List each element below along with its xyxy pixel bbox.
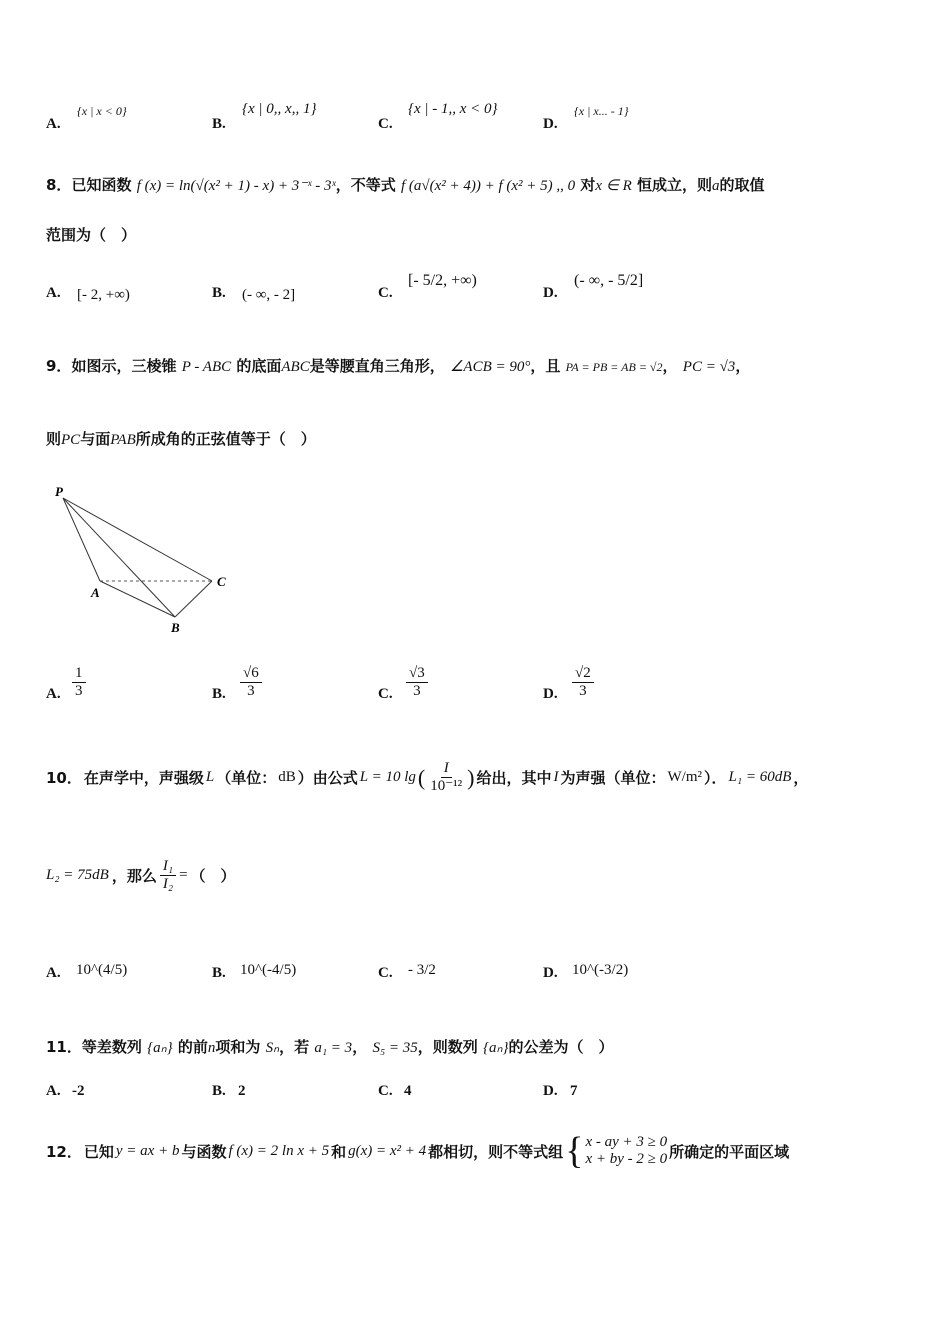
q10-text-3: ）由公式 <box>297 769 358 787</box>
q9-stem-line1 <box>46 355 750 376</box>
q9-option-b-label: B. <box>212 686 226 702</box>
q11-text-1: 等差数列 <box>81 1038 142 1056</box>
q9-number: 9． <box>46 357 72 375</box>
q9-option-b-num: √6 <box>240 665 262 683</box>
q10-text-8: ，那么 <box>111 867 157 885</box>
q9-option-a-label: A. <box>46 686 61 702</box>
q8-inequality: f (a√(x² + 4)) + f (x² + 5) ,, 0 <box>400 178 576 194</box>
q8-text-5: 的取值 <box>719 176 765 194</box>
q10-text-9: （ ） <box>190 867 236 885</box>
q10-formula-den: 10⁻¹² <box>430 778 463 794</box>
q8-option-c-label: C. <box>378 285 393 301</box>
q12-g: g(x) = x² + 4 <box>348 1142 427 1159</box>
q9-text-5: ， <box>662 357 678 375</box>
q12-stem <box>46 1132 789 1170</box>
q10-formula-fraction <box>427 760 465 795</box>
q9-text-6: ， <box>735 357 751 375</box>
q12-text-5: 所确定的平面区域 <box>669 1142 790 1161</box>
q9-text-8: 与面 <box>80 430 111 448</box>
q11-sequence-2: {aₙ} <box>483 1040 509 1056</box>
q10-option-d-text: 10^(-3/2) <box>572 962 629 978</box>
q11-option-d-text: 7 <box>570 1083 578 1099</box>
q10-L: L <box>205 769 215 785</box>
q9-option-d-num: √2 <box>572 665 594 683</box>
q7-option-c-label: C. <box>378 116 393 132</box>
q11-Sn: Sₙ <box>265 1040 280 1056</box>
q10-paren-open: ( <box>417 764 426 790</box>
q12-system <box>585 1134 667 1168</box>
q7-option-c-text: {x | - 1,, x < 0} <box>408 101 498 117</box>
q12-brace: { <box>565 1130 584 1172</box>
q7-option-d-text: {x | x... - 1} <box>574 104 629 118</box>
q8-function: f (x) = ln(√(x² + 1) - x) + 3⁻ˣ - 3ˣ <box>136 178 336 194</box>
q7-option-a-label: A. <box>46 116 61 132</box>
q12-text-1: 已知 <box>83 1142 114 1161</box>
q10-option-c-label: C. <box>378 965 393 981</box>
q9-base: ABC <box>281 359 310 375</box>
q8-var-a: a <box>712 178 720 194</box>
q10-text-4: 给出，其中 <box>476 769 552 787</box>
q11-option-a-label: A. <box>46 1083 61 1099</box>
q11-text-7: 的公差为（ ） <box>508 1038 614 1056</box>
q8-stem-line2: 范围为（ ） <box>46 226 137 244</box>
q9-text-1: 如图示，三棱锥 <box>71 357 177 375</box>
q11-a1: a₁ = 3 <box>314 1040 353 1056</box>
q10-paren-close: ) <box>467 764 475 790</box>
q12-text-3: 和 <box>331 1142 347 1161</box>
q11-sequence: {aₙ} <box>147 1040 173 1056</box>
q11-option-b-text: 2 <box>238 1083 246 1099</box>
q9-option-b-den: 3 <box>247 683 255 699</box>
q11-text-4: ，若 <box>279 1038 310 1056</box>
q8-option-b-label: B. <box>212 285 226 301</box>
q12-line: y = ax + b <box>115 1142 180 1159</box>
q8-text-1: 已知函数 <box>71 176 132 194</box>
q10-ratio-den: I₂ <box>162 876 174 892</box>
q10-ratio <box>160 858 176 893</box>
q8-stem-line1 <box>46 174 765 195</box>
q8-number: 8． <box>46 176 72 194</box>
q10-text-5: 为声强（单位： <box>560 769 666 787</box>
q9-option-a-den: 3 <box>75 683 83 699</box>
vertex-b: B <box>171 620 180 635</box>
q10-option-c-text: - 3/2 <box>408 962 436 978</box>
q10-text-2: （单位： <box>216 769 277 787</box>
q8-option-d-text: (- ∞, - 5/2] <box>574 272 644 289</box>
q11-text-2: 的前 <box>177 1038 208 1056</box>
q9-option-c-fraction <box>406 665 428 700</box>
q9-option-a-fraction <box>72 665 86 700</box>
q9-pc: PC <box>61 432 81 448</box>
q8-option-c-text: [- 5/2, +∞) <box>408 272 477 289</box>
q8-option-a-text: [- 2, +∞) <box>77 287 130 303</box>
q7-option-a-text: {x | x < 0} <box>77 104 127 118</box>
q10-option-b-label: B. <box>212 965 226 981</box>
q9-option-a-num: 1 <box>72 665 86 683</box>
q10-option-a-label: A. <box>46 965 61 981</box>
q11-option-d-label: D. <box>543 1083 558 1099</box>
q9-option-c-den: 3 <box>413 683 421 699</box>
q9-text-7: 则 <box>46 430 62 448</box>
q9-option-c-num: √3 <box>406 665 428 683</box>
q9-option-c-label: C. <box>378 686 393 702</box>
q9-pc-length: PC = √3 <box>682 359 736 375</box>
q12-f: f (x) = 2 ln x + 5 <box>228 1142 330 1159</box>
q11-option-a-text: -2 <box>72 1083 85 1099</box>
q10-text-6: ）． <box>704 769 727 787</box>
q9-text-3: 是等腰直角三角形， <box>309 357 445 375</box>
q10-option-b-text: 10^(-4/5) <box>240 962 297 978</box>
q12-text-2: 与函数 <box>181 1142 227 1161</box>
q10-ratio-num: I₁ <box>160 858 176 876</box>
edge-pc <box>63 498 212 581</box>
q10-formula-left: L = 10 lg <box>359 769 416 785</box>
q11-text-5: ， <box>352 1038 368 1056</box>
q11-n: n <box>207 1040 216 1056</box>
q9-equal-edges: PA = PB = AB = √2 <box>565 360 663 374</box>
q11-text-6: ，则数列 <box>417 1038 478 1056</box>
vertex-a: A <box>91 585 100 600</box>
q11-option-c-text: 4 <box>404 1083 412 1099</box>
q12-number: 12． <box>46 1142 82 1161</box>
q9-pyramid-figure <box>45 480 245 640</box>
q9-option-b-fraction <box>240 665 262 700</box>
q8-option-a-label: A. <box>46 285 61 301</box>
q7-option-d-label: D. <box>543 116 558 132</box>
q11-stem <box>46 1036 614 1057</box>
edge-pa <box>63 498 100 581</box>
q9-text-2: 的底面 <box>236 357 282 375</box>
q8-text-4: 恒成立，则 <box>637 176 713 194</box>
q9-solid: P - ABC <box>181 359 232 375</box>
vertex-p: P <box>55 484 63 499</box>
edge-ab <box>100 581 175 617</box>
q8-condition: x ∈ R <box>595 178 632 194</box>
edge-pb <box>63 498 175 617</box>
q9-option-d-label: D. <box>543 686 558 702</box>
q10-I: I <box>553 769 559 785</box>
q11-option-b-label: B. <box>212 1083 226 1099</box>
q10-equal-sign: = <box>179 867 188 883</box>
q11-text-3: 项和为 <box>215 1038 261 1056</box>
q11-option-c-label: C. <box>378 1083 393 1099</box>
q8-text-2: ，不等式 <box>335 176 396 194</box>
vertex-c: C <box>217 574 226 589</box>
q10-stem-line1 <box>46 760 808 795</box>
q11-number: 11． <box>46 1038 82 1056</box>
edge-bc <box>175 581 212 617</box>
q10-stem-line2 <box>46 858 236 893</box>
q8-option-d-label: D. <box>543 285 558 301</box>
q12-system-row-1: x - ay + 3 ≥ 0 <box>585 1134 668 1150</box>
q12-text-4: 都相切，则不等式组 <box>428 1142 564 1161</box>
q10-text-1: 在声学中，声强级 <box>83 769 204 787</box>
q9-pab: PAB <box>110 432 136 448</box>
q10-unit: dB <box>278 769 296 785</box>
q11-S5: S₅ = 35 <box>372 1040 418 1056</box>
q10-L2: L₂ = 75dB <box>46 867 109 883</box>
q9-text-4: ，且 <box>530 357 561 375</box>
q7-option-b-text: {x | 0,, x,, 1} <box>242 101 317 117</box>
q10-formula-num: I <box>441 760 452 778</box>
q12-system-row-2: x + by - 2 ≥ 0 <box>585 1151 668 1167</box>
q10-number: 10． <box>46 769 82 787</box>
q8-text-3: 对 <box>580 176 596 194</box>
q9-stem-line2 <box>46 428 316 449</box>
q10-L1: L₁ = 60dB <box>728 769 792 785</box>
q9-option-d-fraction <box>572 665 594 700</box>
q10-unit2: W/m² <box>667 769 703 785</box>
q10-text-7: ， <box>793 769 809 787</box>
q10-option-d-label: D. <box>543 965 558 981</box>
q8-option-b-text: (- ∞, - 2] <box>242 287 296 303</box>
q10-option-a-text: 10^(4/5) <box>76 962 128 978</box>
q9-option-d-den: 3 <box>579 683 587 699</box>
q7-option-b-label: B. <box>212 116 226 132</box>
q9-angle: ∠ACB = 90° <box>449 359 531 375</box>
q9-text-9: 所成角的正弦值等于（ ） <box>135 430 316 448</box>
